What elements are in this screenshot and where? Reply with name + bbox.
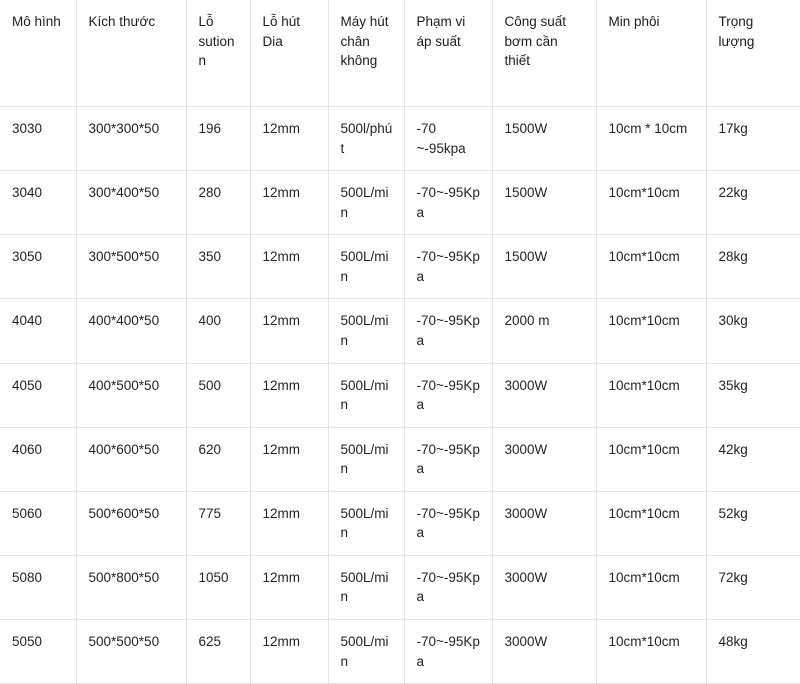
cell-suction-hole-dia: 12mm	[250, 235, 328, 299]
cell-pressure-range: -70 ~-95kpa	[404, 107, 492, 171]
cell-suction-holes: 625	[186, 620, 250, 684]
cell-min-workpiece: 10cm*10cm	[596, 171, 706, 235]
cell-pressure-range: -70~-95Kpa	[404, 620, 492, 684]
cell-suction-hole-dia: 12mm	[250, 427, 328, 491]
cell-weight: 17kg	[706, 107, 800, 171]
cell-pressure-range: -70~-95Kpa	[404, 363, 492, 427]
cell-min-workpiece: 10cm*10cm	[596, 427, 706, 491]
cell-size: 500*600*50	[76, 491, 186, 555]
cell-min-workpiece: 10cm * 10cm	[596, 107, 706, 171]
cell-pressure-range: -70~-95Kpa	[404, 491, 492, 555]
cell-required-pump-power: 1500W	[492, 171, 596, 235]
cell-suction-holes: 775	[186, 491, 250, 555]
cell-size: 400*400*50	[76, 299, 186, 363]
cell-suction-holes: 1050	[186, 555, 250, 619]
cell-model: 3040	[0, 171, 76, 235]
cell-size: 300*500*50	[76, 235, 186, 299]
table-body	[0, 107, 800, 684]
cell-suction-hole-dia: 12mm	[250, 491, 328, 555]
cell-required-pump-power: 1500W	[492, 235, 596, 299]
cell-weight: 48kg	[706, 620, 800, 684]
cell-pressure-range: -70~-95Kpa	[404, 171, 492, 235]
cell-model: 5080	[0, 555, 76, 619]
column-header-weight: Trọng lượng	[706, 0, 800, 107]
table-row	[0, 299, 800, 363]
cell-model: 3050	[0, 235, 76, 299]
cell-suction-holes: 500	[186, 363, 250, 427]
cell-size: 300*400*50	[76, 171, 186, 235]
cell-size: 300*300*50	[76, 107, 186, 171]
table-row	[0, 491, 800, 555]
cell-pressure-range: -70~-95Kpa	[404, 555, 492, 619]
cell-vacuum-pump: 500L/min	[328, 299, 404, 363]
cell-suction-holes: 400	[186, 299, 250, 363]
cell-vacuum-pump: 500L/min	[328, 491, 404, 555]
cell-weight: 22kg	[706, 171, 800, 235]
cell-size: 400*500*50	[76, 363, 186, 427]
cell-weight: 42kg	[706, 427, 800, 491]
cell-vacuum-pump: 500l/phút	[328, 107, 404, 171]
cell-min-workpiece: 10cm*10cm	[596, 299, 706, 363]
cell-size: 500*500*50	[76, 620, 186, 684]
cell-weight: 28kg	[706, 235, 800, 299]
cell-pressure-range: -70~-95Kpa	[404, 299, 492, 363]
cell-weight: 72kg	[706, 555, 800, 619]
cell-weight: 35kg	[706, 363, 800, 427]
cell-suction-hole-dia: 12mm	[250, 299, 328, 363]
cell-pressure-range: -70~-95Kpa	[404, 427, 492, 491]
cell-required-pump-power: 2000 m	[492, 299, 596, 363]
cell-min-workpiece: 10cm*10cm	[596, 235, 706, 299]
cell-suction-hole-dia: 12mm	[250, 171, 328, 235]
cell-model: 4040	[0, 299, 76, 363]
column-header-min-workpiece: Min phôi	[596, 0, 706, 107]
cell-required-pump-power: 1500W	[492, 107, 596, 171]
cell-min-workpiece: 10cm*10cm	[596, 363, 706, 427]
cell-model: 5060	[0, 491, 76, 555]
cell-vacuum-pump: 500L/min	[328, 555, 404, 619]
cell-suction-hole-dia: 12mm	[250, 107, 328, 171]
cell-vacuum-pump: 500L/min	[328, 363, 404, 427]
cell-pressure-range: -70~-95Kpa	[404, 235, 492, 299]
table-row	[0, 555, 800, 619]
cell-model: 5050	[0, 620, 76, 684]
table-row	[0, 107, 800, 171]
cell-model: 4060	[0, 427, 76, 491]
column-header-suction-holes: Lỗ sution n	[186, 0, 250, 107]
table-row	[0, 235, 800, 299]
table-header	[0, 0, 800, 107]
cell-vacuum-pump: 500L/min	[328, 171, 404, 235]
cell-vacuum-pump: 500L/min	[328, 427, 404, 491]
cell-required-pump-power: 3000W	[492, 491, 596, 555]
table-row	[0, 363, 800, 427]
cell-size: 400*600*50	[76, 427, 186, 491]
cell-suction-hole-dia: 12mm	[250, 620, 328, 684]
table-header-row	[0, 0, 800, 107]
cell-required-pump-power: 3000W	[492, 363, 596, 427]
table-row	[0, 620, 800, 684]
table-row	[0, 171, 800, 235]
cell-suction-holes: 350	[186, 235, 250, 299]
cell-min-workpiece: 10cm*10cm	[596, 620, 706, 684]
cell-suction-hole-dia: 12mm	[250, 555, 328, 619]
cell-suction-holes: 196	[186, 107, 250, 171]
column-header-required-pump-power: Công suất bơm cần thiết	[492, 0, 596, 107]
cell-weight: 30kg	[706, 299, 800, 363]
cell-suction-holes: 280	[186, 171, 250, 235]
cell-suction-hole-dia: 12mm	[250, 363, 328, 427]
cell-min-workpiece: 10cm*10cm	[596, 555, 706, 619]
cell-vacuum-pump: 500L/min	[328, 235, 404, 299]
cell-required-pump-power: 3000W	[492, 620, 596, 684]
cell-required-pump-power: 3000W	[492, 427, 596, 491]
column-header-size: Kích thước	[76, 0, 186, 107]
cell-vacuum-pump: 500L/min	[328, 620, 404, 684]
cell-size: 500*800*50	[76, 555, 186, 619]
cell-model: 4050	[0, 363, 76, 427]
column-header-suction-hole-dia: Lỗ hút Dia	[250, 0, 328, 107]
column-header-model: Mô hình	[0, 0, 76, 107]
column-header-pressure-range: Phạm vi áp suất	[404, 0, 492, 107]
cell-min-workpiece: 10cm*10cm	[596, 491, 706, 555]
cell-suction-holes: 620	[186, 427, 250, 491]
cell-weight: 52kg	[706, 491, 800, 555]
cell-required-pump-power: 3000W	[492, 555, 596, 619]
table-row	[0, 427, 800, 491]
cell-model: 3030	[0, 107, 76, 171]
column-header-vacuum-pump: Máy hút chân không	[328, 0, 404, 107]
